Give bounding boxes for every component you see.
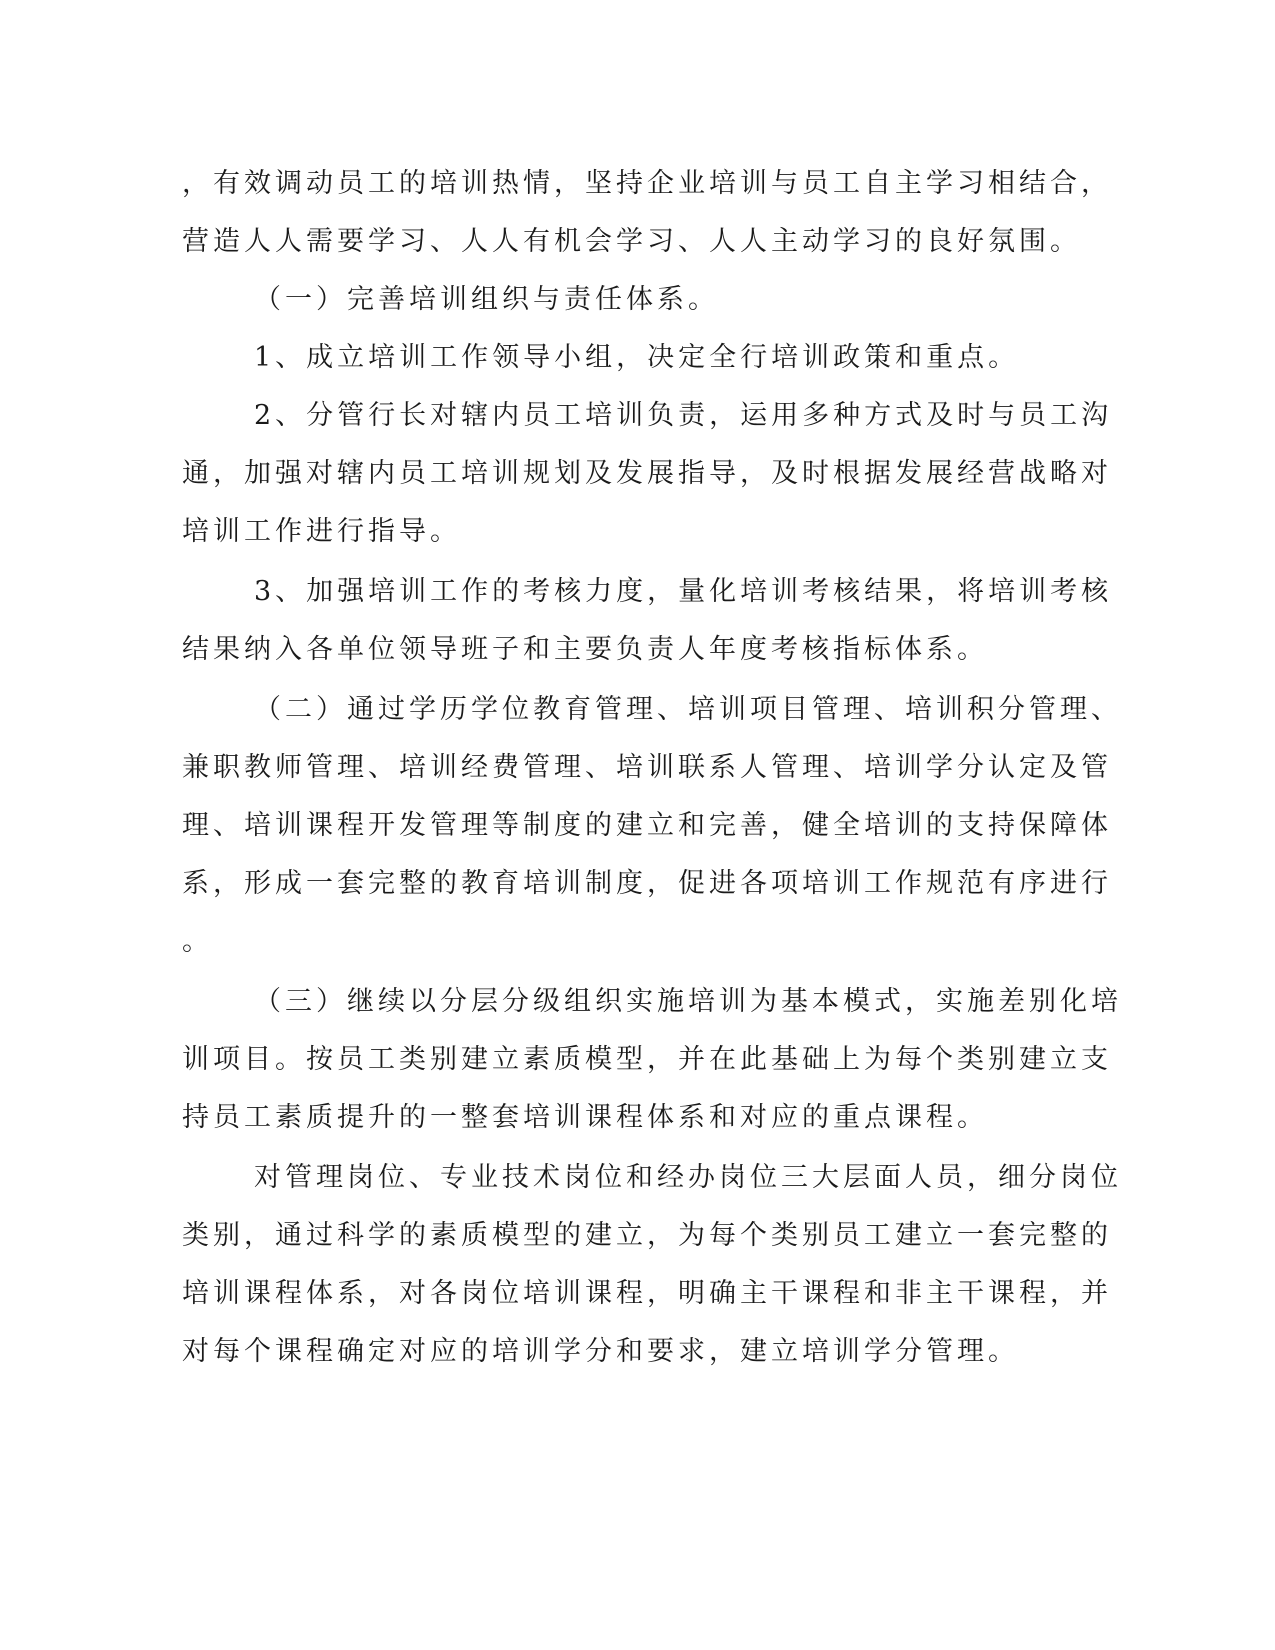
text-line: 类别，通过科学的素质模型的建立，为每个类别员工建立一套完整的	[182, 1220, 1112, 1251]
section-heading: （三）继续以分层分级组织实施培训为基本模式，实施差别化培	[254, 986, 1122, 1017]
text-line: 培训工作进行指导。	[182, 516, 461, 547]
text-line: 训项目。按员工类别建立素质模型，并在此基础上为每个类别建立支	[182, 1044, 1112, 1075]
text-line: 1、成立培训工作领导小组，决定全行培训政策和重点。	[254, 342, 1020, 373]
text-line: 3、加强培训工作的考核力度，量化培训考核结果，将培训考核	[254, 576, 1113, 607]
text-line: 。	[182, 926, 213, 957]
text-line: 培训课程体系，对各岗位培训课程，明确主干课程和非主干课程，并	[182, 1278, 1112, 1309]
text-line: ，有效调动员工的培训热情，坚持企业培训与员工自主学习相结合，	[182, 168, 1112, 199]
text-line: 持员工素质提升的一整套培训课程体系和对应的重点课程。	[182, 1102, 988, 1133]
text-line: 通，加强对辖内员工培训规划及发展指导，及时根据发展经营战略对	[182, 458, 1112, 489]
text-line: 结果纳入各单位领导班子和主要负责人年度考核指标体系。	[182, 634, 988, 665]
text-line: 兼职教师管理、培训经费管理、培训联系人管理、培训学分认定及管	[182, 752, 1112, 783]
text-line: 营造人人需要学习、人人有机会学习、人人主动学习的良好氛围。	[182, 226, 1081, 257]
section-heading: （一）完善培训组织与责任体系。	[254, 284, 719, 315]
text-line: 对每个课程确定对应的培训学分和要求，建立培训学分管理。	[182, 1336, 1019, 1367]
text-line: 理、培训课程开发管理等制度的建立和完善，健全培训的支持保障体	[182, 810, 1112, 841]
text-line: 对管理岗位、专业技术岗位和经办岗位三大层面人员，细分岗位	[254, 1162, 1122, 1193]
text-line: 2、分管行长对辖内员工培训负责，运用多种方式及时与员工沟	[254, 400, 1113, 431]
section-heading: （二）通过学历学位教育管理、培训项目管理、培训积分管理、	[254, 694, 1122, 725]
text-line: 系，形成一套完整的教育培训制度，促进各项培训工作规范有序进行	[182, 868, 1112, 899]
